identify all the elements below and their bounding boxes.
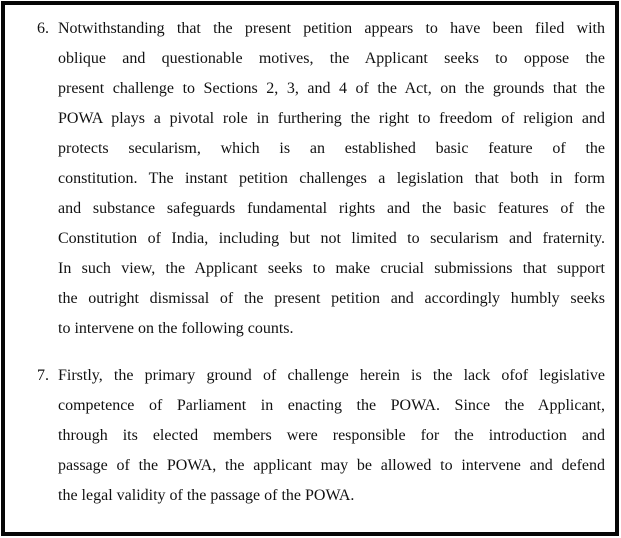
text-line: and substance safeguards fundamental rights and the basic features of the (58, 200, 605, 217)
text-line: the outright dismissal of the present petition and accordingly humbly seeks (58, 290, 605, 307)
text-line: Notwithstanding that the present petition appears to have been filed with (58, 20, 605, 37)
document-page (1, 1, 619, 536)
text-line: oblique and questionable motives, the Applicant seeks to oppose the (58, 50, 605, 67)
paragraph-7-body (58, 361, 605, 511)
text-line: protects secularism, which is an established basic feature of the (58, 140, 605, 157)
text-line: constitution. The instant petition challenges a legislation that both in form (58, 170, 605, 187)
text-line: Firstly, the primary ground of challenge herein is the lack ofof legislative (58, 367, 605, 384)
paragraph-7 (37, 361, 605, 511)
text-line: the legal validity of the passage of the POWA. (58, 487, 355, 504)
text-line: competence of Parliament in enacting the POWA. Since the Applicant, (58, 397, 605, 414)
text-line: through its elected members were responsible for the introduction and (58, 427, 605, 444)
text-line: to intervene on the following counts. (58, 320, 294, 337)
text-line: Constitution of India, including but not limited to secularism and fraternity. (58, 230, 605, 247)
paragraph-6 (37, 14, 605, 344)
text-line: present challenge to Sections 2, 3, and 4 of the Act, on the grounds that the (58, 80, 605, 97)
text-line: passage of the POWA, the applicant may be allowed to intervene and defend (58, 457, 605, 474)
paragraph-6-body (58, 14, 605, 344)
paragraph-7-number: 7. (37, 367, 49, 384)
text-line: In such view, the Applicant seeks to make crucial submissions that support (58, 260, 605, 277)
paragraph-6-number: 6. (37, 20, 49, 37)
text-line: POWA plays a pivotal role in furthering the right to freedom of religion and (58, 110, 605, 127)
